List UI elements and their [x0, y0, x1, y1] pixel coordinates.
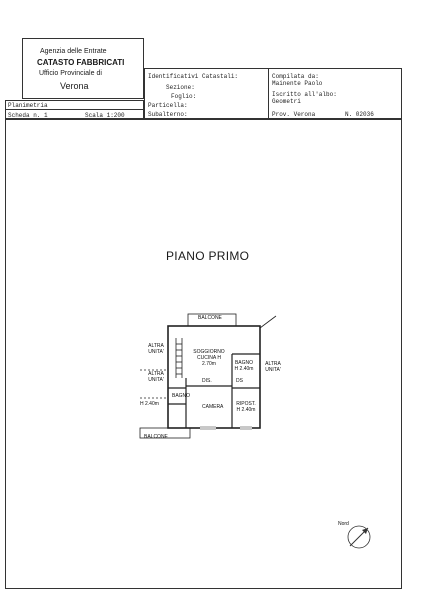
- cadastral-title: Identificativi Catastali:: [148, 73, 239, 80]
- floor-plan: [120, 308, 280, 443]
- plan-label: Planimetria: [8, 102, 48, 109]
- room-bagno-right: BAGNO H 2.40m: [234, 360, 254, 372]
- field-foglio: Foglio:: [171, 93, 197, 100]
- room-ds: DS: [236, 378, 243, 384]
- room-bagno-left: BAGNO: [172, 393, 191, 399]
- room-dis: DIS.: [202, 378, 212, 384]
- room-soggiorno: SOGGIORNO CUCINA H 2.70m: [193, 349, 225, 367]
- north-label: Nord: [338, 521, 349, 527]
- field-particella: Particella:: [148, 102, 188, 109]
- department-name: CATASTO FABBRICATI: [37, 58, 125, 67]
- registration-number: N. 02036: [345, 111, 374, 118]
- room-h-left: H 2.40m: [140, 401, 159, 407]
- room-balcone-bottom: BALCONE: [144, 434, 168, 440]
- field-subalterno: Subalterno:: [148, 111, 188, 118]
- scale: Scala 1:200: [85, 112, 125, 119]
- office-city: Verona: [60, 81, 89, 91]
- register-label: Iscritto all'albo:: [272, 91, 337, 98]
- field-sezione: Sezione:: [166, 84, 195, 91]
- compiled-label: Compilata da:: [272, 73, 319, 80]
- room-balcone-top: BALCONE: [198, 315, 222, 321]
- card-number: Scheda n. 1: [8, 112, 48, 119]
- room-camera: CAMERA: [202, 404, 224, 410]
- room-altra-unita-right: ALTRA UNITA': [265, 361, 281, 373]
- room-ripost: RIPOST. H 2.40m: [236, 401, 256, 413]
- register-value: Geometri: [272, 98, 301, 105]
- room-altra-unita-2: ALTRA UNITA': [148, 371, 164, 383]
- agency-name: Agenzia delle Entrate: [40, 48, 107, 55]
- office-name: Ufficio Provinciale di: [39, 70, 102, 77]
- compiled-name: Mainente Paolo: [272, 80, 323, 87]
- room-altra-unita-1: ALTRA UNITA': [148, 343, 164, 355]
- sheet-info-divider: [5, 109, 144, 110]
- north-arrow-icon: [346, 524, 372, 550]
- plan-title: PIANO PRIMO: [166, 249, 250, 263]
- province: Prov. Verona: [272, 111, 316, 118]
- header-divider: [268, 68, 269, 119]
